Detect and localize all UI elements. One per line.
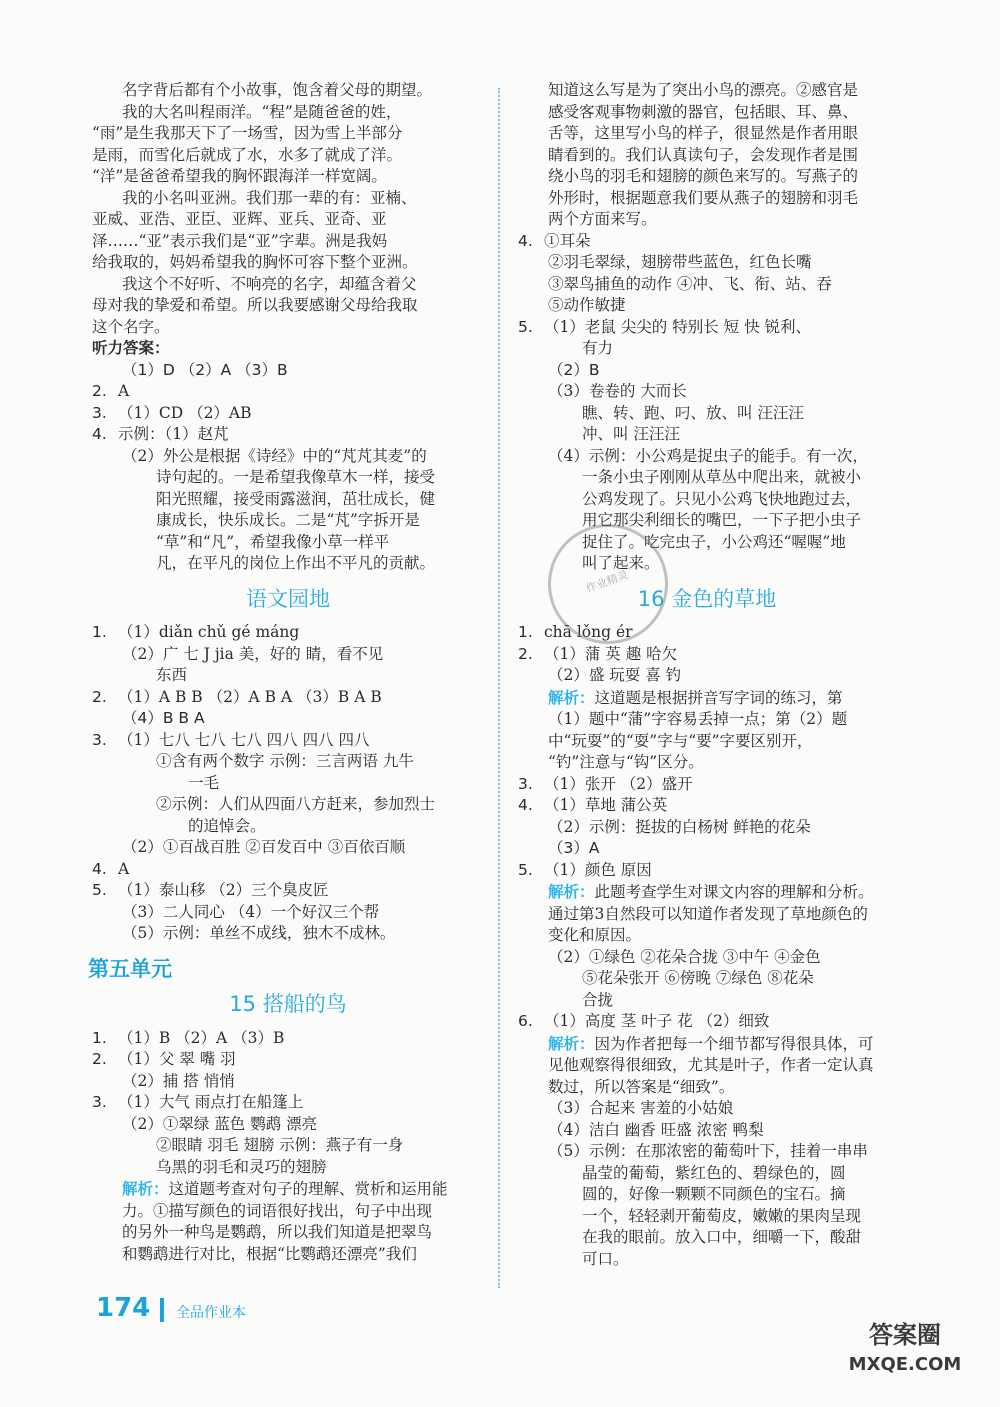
answer-text: （1）D （2）A （3）B — [122, 360, 288, 379]
answer-line — [92, 338, 484, 360]
answer-text: 冲、叫 汪汪汪 — [582, 425, 680, 443]
analysis-label: 解析： — [548, 1033, 595, 1053]
answer-line — [518, 817, 896, 839]
answer-text: 这道题考查对句子的理解、赏析和运用能 — [168, 1180, 448, 1198]
answer-text: 亚威、亚浩、亚臣、亚辉、亚兵、亚奇、亚 — [92, 210, 387, 228]
question-number: 1. — [92, 1028, 107, 1047]
answer-line — [518, 1184, 896, 1206]
column-divider — [498, 88, 500, 1288]
answer-text: 这道题是根据拼音写字词的练习，第 — [594, 688, 843, 707]
answer-line — [92, 1114, 484, 1136]
answer-text: （2）示例：挺拔的白杨树 鲜艳的花朵 — [548, 817, 811, 836]
question-number: 1. — [92, 623, 107, 641]
answer-line — [518, 424, 896, 446]
answer-line — [518, 1141, 896, 1163]
answer-text: （1）父 翠 嘴 羽 — [118, 1050, 236, 1068]
answer-line — [518, 990, 896, 1012]
answer-text: ③翠鸟捕鱼的动作 ④冲、飞、衔、站、吞 — [548, 274, 832, 293]
answer-line — [92, 424, 484, 446]
answer-text: （4）B B A — [122, 709, 205, 727]
answer-text: （2）盛 玩耍 喜 钓 — [548, 666, 682, 684]
answer-line — [92, 145, 484, 167]
answer-text: 睛看到的。我们认真读句子，会发现作者是围 — [548, 145, 859, 164]
answer-line — [518, 881, 896, 904]
watermark-logo: 答案圈 MXQE.COM — [820, 1320, 990, 1380]
answer-text: 此题考查学生对课文内容的理解和分析。 — [594, 883, 874, 901]
book-name: 全品作业本 — [176, 1305, 246, 1321]
answer-text: ②羽毛翠绿，翅膀带些蓝色，红色长嘴 — [548, 253, 812, 271]
answer-text: 两个方面来写。 — [548, 210, 657, 228]
answer-text: A — [118, 382, 130, 400]
answer-line — [92, 209, 484, 231]
answer-text: 捉住了。吃完虫子，小公鸡还“喔喔”地 — [582, 532, 846, 551]
answer-text: “草”和“凡”，希望我像小草一样平 — [156, 532, 390, 551]
answer-line — [92, 665, 484, 687]
answer-line — [518, 446, 896, 468]
answer-text: 和鹦鹉进行对比，根据“比鹦鹉还漂亮”我们 — [122, 1244, 417, 1263]
answer-line — [518, 709, 896, 731]
answer-text: 感受客观事物刺激的器官，包括眼、耳、鼻、 — [548, 102, 859, 121]
answer-line — [92, 123, 484, 145]
answer-text: （1）A B B （2）A B A （3）B A B — [118, 687, 382, 706]
answer-text: 我的大名叫程雨洋。“程”是随爸爸的姓， — [122, 102, 402, 121]
question-number: 2. — [518, 644, 533, 663]
answer-text: （1）高度 茎 叶子 花 （2）细致 — [544, 1012, 770, 1030]
answer-line — [92, 317, 484, 339]
section-title: 16 金色的草地 — [637, 586, 777, 611]
answer-text: 听力答案： — [92, 339, 170, 357]
answer-text: 的另外一种鸟是鹦鹉，所以我们知道是把翠鸟 — [122, 1223, 433, 1241]
question-number: 5. — [518, 317, 533, 336]
answer-line — [92, 794, 484, 816]
answer-line — [518, 510, 896, 532]
answer-line — [92, 687, 484, 709]
answer-text: 见他观察得很细致，尤其是叶子，作者一定认真 — [548, 1056, 874, 1074]
question-number: 5. — [92, 881, 107, 899]
answer-line — [518, 774, 896, 796]
answer-line — [518, 123, 896, 145]
answer-text: （1）CD （2）AB — [118, 403, 252, 422]
answer-text: （5）示例：在那浓密的葡萄叶下，挂着一串串 — [548, 1142, 868, 1160]
answer-text: “钓”注意与“钩”区分。 — [548, 753, 704, 771]
answer-line — [92, 773, 484, 795]
answer-line — [518, 1098, 896, 1120]
footer-divider — [160, 1298, 164, 1322]
answer-text: （3）合起来 害羞的小姑娘 — [548, 1099, 734, 1117]
answer-text: 一条小虫子刚刚从草丛中爬出来，就被小 — [582, 468, 862, 486]
answer-line — [92, 902, 484, 924]
answer-line — [92, 1028, 484, 1050]
answer-line — [92, 816, 484, 838]
answer-text: （1）B （2）A （3）B — [118, 1028, 285, 1047]
right-column — [518, 80, 896, 1270]
answer-text: （2）①翠绿 蓝色 鹦鹉 漂亮 — [122, 1114, 318, 1133]
answer-text: 舌等，这里写小鸟的样子，很显然是作者用眼 — [548, 124, 859, 142]
answer-text: （2）①绿色 ②花朵合拢 ③中午 ④金色 — [548, 947, 821, 966]
answer-line — [518, 752, 896, 774]
question-number: 5. — [518, 860, 533, 879]
homework-stamp: 作业精灵 — [531, 507, 685, 661]
analysis-label: 解析： — [548, 687, 595, 707]
answer-line — [92, 1071, 484, 1093]
answer-line — [518, 838, 896, 860]
answer-line — [92, 923, 484, 945]
watermark-site: MXQE.COM — [848, 1354, 962, 1375]
answer-line — [518, 925, 896, 947]
answer-line — [518, 295, 896, 317]
answer-line — [92, 730, 484, 752]
answer-line — [518, 904, 896, 926]
question-number: 4. — [92, 859, 107, 878]
answer-text: 知道这么写是为了突出小鸟的漂亮。②感官是 — [548, 81, 859, 99]
answer-text: ①含有两个数字 示例：三言两语 九牛 — [156, 752, 414, 770]
answer-line — [92, 553, 484, 575]
answer-line — [92, 510, 484, 532]
answer-line — [92, 489, 484, 511]
answer-text: 一毛 — [188, 773, 220, 792]
answer-line — [92, 1135, 484, 1157]
answer-line — [518, 338, 896, 360]
answer-line — [92, 231, 484, 253]
answer-line — [518, 1011, 896, 1033]
answer-text: 用它那尖利细长的嘴巴，一下子把小虫子 — [582, 511, 862, 529]
answer-text: 合拢 — [582, 990, 614, 1009]
answer-text: （1）大气 雨点打在船篷上 — [118, 1093, 304, 1111]
answer-text: 康成长，快乐成长。二是“芃”字拆开是 — [156, 511, 420, 529]
left-column — [88, 80, 484, 1265]
answer-text: 可口。 — [582, 1249, 629, 1268]
answer-line — [518, 731, 896, 753]
answer-line — [92, 295, 484, 317]
answer-text: （2）捕 搭 悄悄 — [122, 1071, 235, 1090]
answer-line — [518, 665, 896, 687]
answer-text: ②示例：人们从四面八方赶来，参加烈士 — [156, 795, 436, 813]
answer-line — [518, 489, 896, 511]
question-number: 6. — [518, 1012, 533, 1030]
answer-line — [518, 188, 896, 210]
answer-text: ①耳朵 — [544, 231, 591, 250]
answer-line — [518, 317, 896, 339]
answer-text: 是雨，而雪化后就成了水，水多了就成了洋。 — [92, 145, 403, 164]
answer-line — [518, 209, 896, 231]
answer-text: （4）示例：小公鸡是捉虫子的能手。有一次， — [548, 446, 868, 465]
answer-text: 公鸡发现了。只见小公鸡飞快地跑过去， — [582, 489, 862, 508]
question-number: 3. — [92, 1093, 107, 1111]
answer-line — [518, 381, 896, 403]
answer-text: （3）A — [548, 839, 600, 857]
answer-line — [92, 880, 484, 902]
answer-text: （2）外公是根据《诗经》中的“芃芃其麦”的 — [122, 446, 427, 465]
question-number: 2. — [92, 382, 107, 400]
answer-line — [518, 860, 896, 882]
answer-line — [92, 80, 484, 102]
answer-line — [92, 859, 484, 881]
answer-text: “洋”是爸爸希望我的胸怀跟海洋一样宽阔。 — [92, 167, 387, 185]
answer-text: 母对我的挚爱和希望。所以我要感谢父母给我取 — [92, 296, 418, 314]
answer-text: （1）七八 七八 七八 四八 四八 四八 — [118, 730, 370, 749]
page-number: 174 — [96, 1293, 151, 1323]
answer-line — [518, 1206, 896, 1228]
section-title: 15 搭船的鸟 — [229, 992, 347, 1016]
answer-text: 因为作者把每一个细节都写得很具体，可 — [594, 1034, 874, 1053]
answer-line — [518, 1249, 896, 1271]
answer-line — [92, 274, 484, 296]
answer-text: （1）颜色 原因 — [544, 860, 652, 879]
answer-text: 示例：（1）赵芃 — [118, 425, 229, 443]
answer-line — [92, 381, 484, 403]
answer-text: 晶莹的葡萄，紫红色的、碧绿色的，圆 — [582, 1163, 846, 1182]
answer-text: ⑤花朵张开 ⑥傍晚 ⑦绿色 ⑧花朵 — [582, 969, 814, 987]
answer-text: （1）题中“蒲”字容易丢掉一点；第（2）题 — [548, 710, 848, 728]
answer-line — [92, 837, 484, 859]
question-number: 1. — [518, 623, 533, 641]
answer-text: 一个，轻轻剥开葡萄皮，嫩嫩的果肉呈现 — [582, 1206, 862, 1225]
answer-text: （2）①百战百胜 ②百发百中 ③百依百顺 — [122, 838, 406, 856]
answer-text: 有力 — [582, 339, 614, 357]
answer-text: 凡，在平凡的岗位上作出不平凡的贡献。 — [156, 554, 436, 572]
answer-line — [518, 166, 896, 188]
answer-text: （4）洁白 幽香 旺盛 浓密 鸭梨 — [548, 1120, 764, 1139]
answer-text: 力。①描写颜色的词语很好找出，句子中出现 — [122, 1201, 433, 1220]
question-number: 2. — [92, 1050, 107, 1068]
answer-text: 的追悼会。 — [188, 816, 266, 835]
answer-text: （2）B — [548, 360, 600, 379]
answer-text: chā lǒng ér — [544, 623, 633, 641]
answer-line — [92, 1049, 484, 1071]
answer-text: 叫了起来。 — [582, 554, 660, 572]
answer-line — [518, 968, 896, 990]
answer-line — [518, 947, 896, 969]
answer-line — [92, 622, 484, 644]
answer-text: 阳光照耀，接受雨露滋润，茁壮成长，健 — [156, 489, 436, 508]
answer-line — [92, 403, 484, 425]
analysis-label: 解析： — [548, 882, 595, 901]
answer-text: 乌黑的羽毛和灵巧的翅膀 — [156, 1157, 327, 1176]
answer-line — [92, 1244, 484, 1266]
answer-line — [92, 1178, 484, 1201]
answer-text: 我的小名叫亚洲。我们那一辈的有：亚楠、 — [122, 188, 417, 207]
answer-line — [92, 102, 484, 124]
answer-line — [92, 446, 484, 468]
answer-line — [518, 1033, 896, 1056]
answer-text: 东西 — [156, 666, 188, 684]
answer-line — [518, 274, 896, 296]
answer-line — [518, 231, 896, 253]
question-number: 3. — [518, 774, 533, 793]
answer-line — [518, 795, 896, 817]
answer-line — [92, 708, 484, 730]
answer-line — [518, 467, 896, 489]
answer-text: 外形时，根据题意我们要从燕子的翅膀和羽毛 — [548, 188, 859, 207]
question-number: 3. — [92, 730, 107, 749]
answer-line — [518, 687, 896, 710]
answer-line — [92, 751, 484, 773]
answer-line — [518, 80, 896, 102]
unit-title: 第五单元 — [88, 956, 172, 981]
answer-text: （1）泰山移 （2）三个臭皮匠 — [118, 881, 329, 899]
answer-text: 泽……“亚”表示我们是“亚”字辈。洲是我妈 — [92, 231, 388, 250]
answer-text: 通过第3自然段可以知道作者发现了草地颜色的 — [548, 904, 868, 923]
answer-line — [518, 1227, 896, 1249]
answer-line — [518, 1055, 896, 1077]
answer-text: （1）草地 蒲公英 — [544, 796, 668, 814]
question-number: 3. — [92, 403, 107, 422]
answer-text: 瞧、转、跑、叼、放、叫 汪汪汪 — [582, 403, 804, 422]
section-title: 语文园地 — [246, 586, 330, 611]
answer-text: （5）示例：单丝不成线，独木不成林。 — [122, 924, 396, 942]
answer-text: （1）老鼠 尖尖的 特别长 短 快 锐利、 — [544, 317, 811, 336]
answer-line — [92, 1222, 484, 1244]
answer-line — [518, 1163, 896, 1185]
answer-text: 名字背后都有个小故事，饱含着父母的期望。 — [122, 81, 433, 99]
answer-text: 数过，所以答案是“细致”。 — [548, 1077, 735, 1096]
answer-text: 我这个不好听、不响亮的名字，却蕴含着父 — [122, 274, 417, 293]
answer-line — [92, 644, 484, 666]
answer-line — [92, 1201, 484, 1223]
answer-text: （3）二人同心 （4）一个好汉三个帮 — [122, 902, 380, 921]
answer-line — [92, 1092, 484, 1114]
answer-text: （1）diǎn chǔ gé máng — [118, 623, 300, 641]
answer-line — [518, 145, 896, 167]
answer-text: ⑤动作敏捷 — [548, 296, 626, 314]
answer-line — [518, 1120, 896, 1142]
answer-line — [518, 403, 896, 425]
answer-text: （1）蒲 英 趣 哈欠 — [544, 644, 678, 663]
answer-text: ②眼睛 羽毛 翅膀 示例：燕子有一身 — [156, 1136, 404, 1154]
analysis-label: 解析： — [122, 1179, 169, 1198]
answer-text: “雨”是生我那天下了一场雪，因为雪上半部分 — [92, 124, 403, 142]
answer-text: 诗句起的。一是希望我像草木一样，接受 — [156, 468, 436, 486]
answer-text: 这个名字。 — [92, 317, 170, 336]
answer-text: （2）广 七 J jia 美，好的 睛，看不见 — [122, 644, 384, 663]
answer-text: A — [118, 859, 130, 878]
answer-line — [92, 252, 484, 274]
answer-line — [92, 188, 484, 210]
answer-line — [518, 1077, 896, 1099]
question-number: 4. — [92, 425, 107, 443]
answer-line — [518, 360, 896, 382]
answer-text: 变化和原因。 — [548, 926, 642, 944]
question-number: 4. — [518, 796, 533, 814]
answer-text: （1）张开 （2）盛开 — [544, 774, 693, 793]
answer-line — [518, 252, 896, 274]
answer-line — [92, 1157, 484, 1179]
answer-line — [92, 532, 484, 554]
question-number: 2. — [92, 687, 107, 706]
answer-text: 绕小鸟的羽毛和翅膀的颜色来写的。写燕子的 — [548, 167, 859, 185]
answer-text: 在我的眼前。放入口中，细嚼一下，酸甜 — [582, 1228, 862, 1246]
answer-text: 圆的，好像一颗颗不同颜色的宝石。摘 — [582, 1185, 846, 1203]
answer-text: 中“玩耍”的“耍”字与“要”字要区别开， — [548, 731, 813, 750]
answer-line — [92, 467, 484, 489]
answer-text: （3）卷卷的 大而长 — [548, 382, 687, 400]
answer-text: 给我取的，妈妈希望我的胸怀可容下整个亚洲。 — [92, 253, 418, 271]
question-number: 4. — [518, 231, 533, 250]
answer-line — [518, 644, 896, 666]
answer-line — [92, 360, 484, 382]
answer-line — [518, 102, 896, 124]
answer-line — [92, 166, 484, 188]
